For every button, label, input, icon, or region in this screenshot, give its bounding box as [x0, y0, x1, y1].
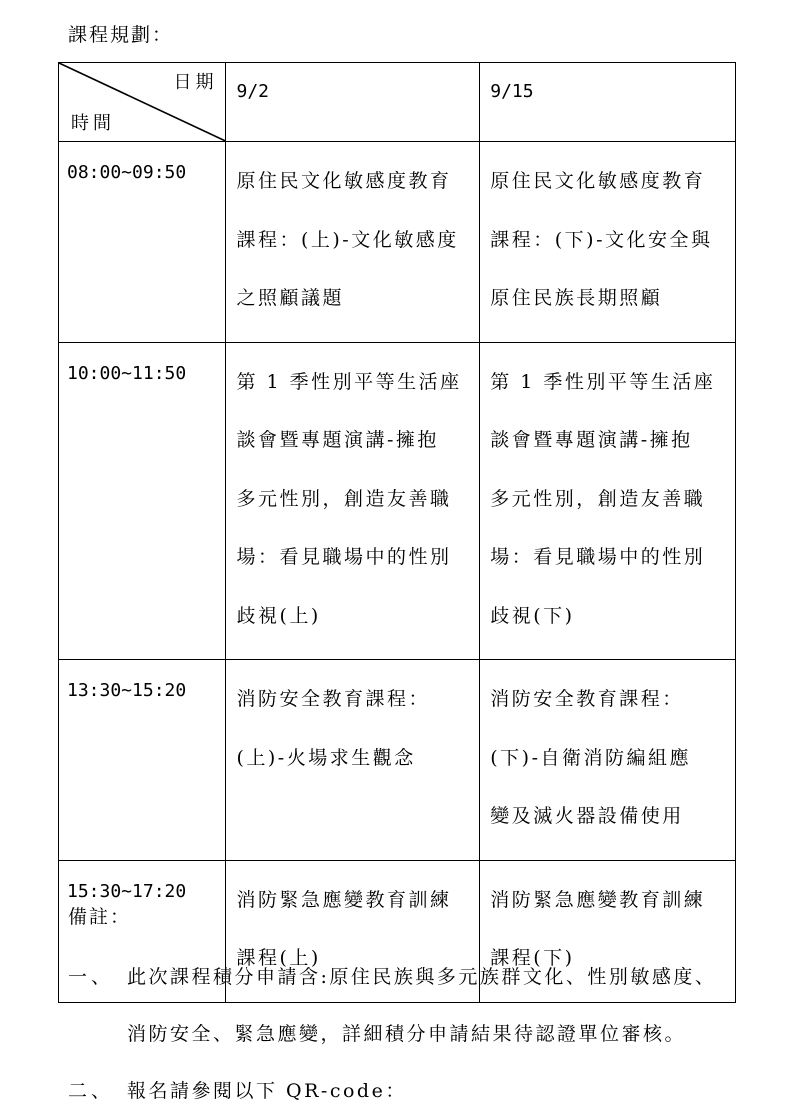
course-line: 課程(下)	[490, 947, 575, 969]
course-cell	[480, 660, 736, 861]
page-title: 課程規劃：	[68, 24, 174, 46]
course-line: 談會暨專題演講-擁抱	[490, 429, 693, 451]
course-cell	[480, 342, 736, 660]
course-line: 消防緊急應變教育訓練	[490, 888, 706, 911]
time-axis-label: 時間	[71, 113, 115, 134]
note-number-1: 一、	[68, 966, 115, 988]
date-header-2: 9/15	[480, 63, 736, 142]
time-slot: 10:00~11:50	[59, 342, 226, 660]
course-line: (上)-火場求生觀念	[236, 746, 416, 769]
time-slot: 15:30~17:20	[59, 860, 226, 1002]
table-header-row	[59, 63, 736, 142]
course-cell	[480, 142, 736, 343]
schedule-table	[58, 62, 736, 1003]
course-line: 場：看見職場中的性別	[490, 546, 706, 568]
course-line: 課程：(下)-文化安全與	[490, 228, 713, 251]
course-line: 原住民文化敏感度教育	[236, 170, 452, 192]
table-row	[59, 660, 736, 861]
course-line: 場：看見職場中的性別	[236, 546, 452, 568]
course-line: 消防安全教育課程：	[236, 688, 430, 710]
course-cell	[226, 342, 480, 660]
course-line: 消防緊急應變教育訓練	[236, 888, 452, 911]
course-line: (下)-自衛消防編組應	[490, 746, 691, 769]
time-slot: 13:30~15:20	[59, 660, 226, 861]
course-line: 談會暨專題演講-擁抱	[236, 429, 439, 451]
table-row	[59, 342, 736, 660]
course-line: 第 1 季性別平等生活座	[490, 370, 716, 393]
course-line: 課程：(上)-文化敏感度	[236, 228, 459, 251]
course-line: 原住民族長期照顧	[490, 287, 663, 309]
course-cell	[226, 142, 480, 343]
note-1-line-2: 消防安全、緊急應變，詳細積分申請結果待認證單位審核。	[127, 1023, 687, 1045]
course-line: 歧視(上)	[236, 604, 321, 627]
course-line: 多元性別，創造友善職	[490, 487, 706, 510]
note-2-line-1: 報名請參閱以下 QR-code：	[127, 1080, 407, 1102]
date-header-1: 9/2	[226, 63, 480, 142]
table-row	[59, 142, 736, 343]
course-line: 第 1 季性別平等生活座	[236, 370, 462, 393]
note-1-line-1: 此次課程積分申請含:原住民族與多元族群文化、性別敏感度、	[127, 966, 717, 988]
course-line: 課程(上)	[236, 947, 321, 969]
course-line: 消防安全教育課程：	[490, 688, 684, 710]
diagonal-header-cell	[59, 63, 226, 142]
time-slot: 08:00~09:50	[59, 142, 226, 343]
course-line: 原住民文化敏感度教育	[490, 170, 706, 192]
notes-title: 備註：	[68, 906, 132, 928]
course-cell	[226, 660, 480, 861]
course-line: 之照顧議題	[236, 287, 344, 309]
course-line: 變及滅火器設備使用	[490, 805, 684, 827]
note-number-2: 二、	[68, 1080, 115, 1102]
course-line: 歧視(下)	[490, 604, 575, 627]
date-axis-label: 日期	[173, 72, 218, 93]
course-line: 多元性別，創造友善職	[236, 487, 452, 510]
